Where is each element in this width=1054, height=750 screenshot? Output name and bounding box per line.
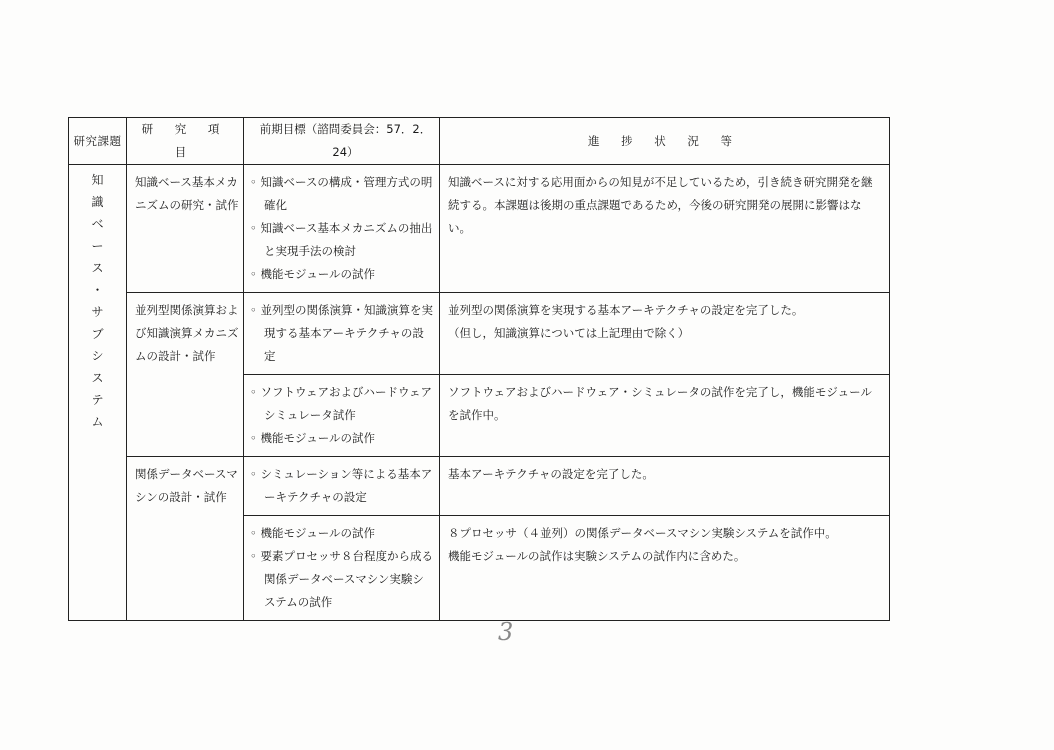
topic-char: テ [91,393,104,407]
topic-char: ス [91,371,104,385]
progress-text: 知識ベースに対する応用面からの知見が不足しているため，引き続き研究開発を継続する。本課題は後期の重点課題であるため，今後の研究開発の展開に影響はない。 [448,175,873,235]
goal-cell [244,516,440,621]
research-item-cell: 知識ベース基本メカニズムの研究・試作 [127,165,244,293]
goal-cell [244,165,440,293]
research-item-cell: 並列型関係演算および知識演算メカニズムの設計・試作 [127,293,244,457]
goal-bullet: ◦ 機能モジュールの試作 [250,522,435,545]
topic-char: ベ [91,217,104,231]
progress-text: 機能モジュールの試作は実験システムの試作内に含めた。 [448,549,746,563]
table-header-row [69,118,890,165]
goal-bullet: ◦ 並列型の関係演算・知識演算を実現する基本アーキテクチャの設定 [250,299,435,368]
research-item-cell: 関係データベースマシンの設計・試作 [127,457,244,621]
topic-char: 知 [91,173,104,187]
goal-bullet: ◦ 機能モジュールの試作 [250,427,435,450]
progress-cell [440,165,890,293]
topic-char: ・ [91,283,104,297]
table-row [69,457,890,516]
topic-char: 識 [91,195,104,209]
header-topic: 研究課題 [69,118,127,165]
goal-cell [244,457,440,516]
progress-text: ソフトウェアおよびハードウェア・シミュレータの試作を完了し，機能モジュールを試作中。 [448,385,872,422]
goal-bullet: ◦ ソフトウェアおよびハードウェアシミュレータ試作 [250,381,435,427]
goal-bullet: ◦ 要素プロセッサ８台程度から成る関係データベースマシン実験システムの試作 [250,545,435,614]
header-goal: 前期目標（諮問委員会：57．2．24） [244,118,440,165]
header-item: 研 究 項 目 [127,118,244,165]
progress-text: 基本アーキテクチャの設定を完了した。 [448,467,654,481]
goal-cell [244,375,440,457]
progress-table [68,117,890,621]
topic-char: シ [91,349,104,363]
goal-cell [244,293,440,375]
topic-char: サ [91,305,104,319]
goal-bullet: ◦ 知識ベースの構成・管理方式の明確化 [250,171,435,217]
topic-char: ブ [91,327,104,341]
header-progress: 進 捗 状 況 等 [440,118,890,165]
page-number: 3 [498,618,514,646]
topic-char: ー [91,239,104,253]
goal-bullet: ◦ 知識ベース基本メカニズムの抽出と実現手法の検討 [250,217,435,263]
topic-char: ム [91,415,104,429]
progress-text: 並列型の関係演算を実現する基本アーキテクチャの設定を完了した。 [448,303,804,317]
progress-text: ８プロセッサ（４並列）の関係データベースマシン実験システムを試作中。 [448,526,837,540]
progress-cell [440,375,890,457]
progress-cell [440,516,890,621]
topic-cell [69,165,127,621]
table-row [69,293,890,375]
goal-bullet: ◦ シミュレーション等による基本アーキテクチャの設定 [250,463,435,509]
progress-text: （但し，知識演算については上記理由で除く） [448,326,690,340]
goal-bullet: ◦ 機能モジュールの試作 [250,263,435,286]
table-row [69,165,890,293]
progress-cell [440,457,890,516]
topic-char: ス [91,261,104,275]
progress-cell [440,293,890,375]
